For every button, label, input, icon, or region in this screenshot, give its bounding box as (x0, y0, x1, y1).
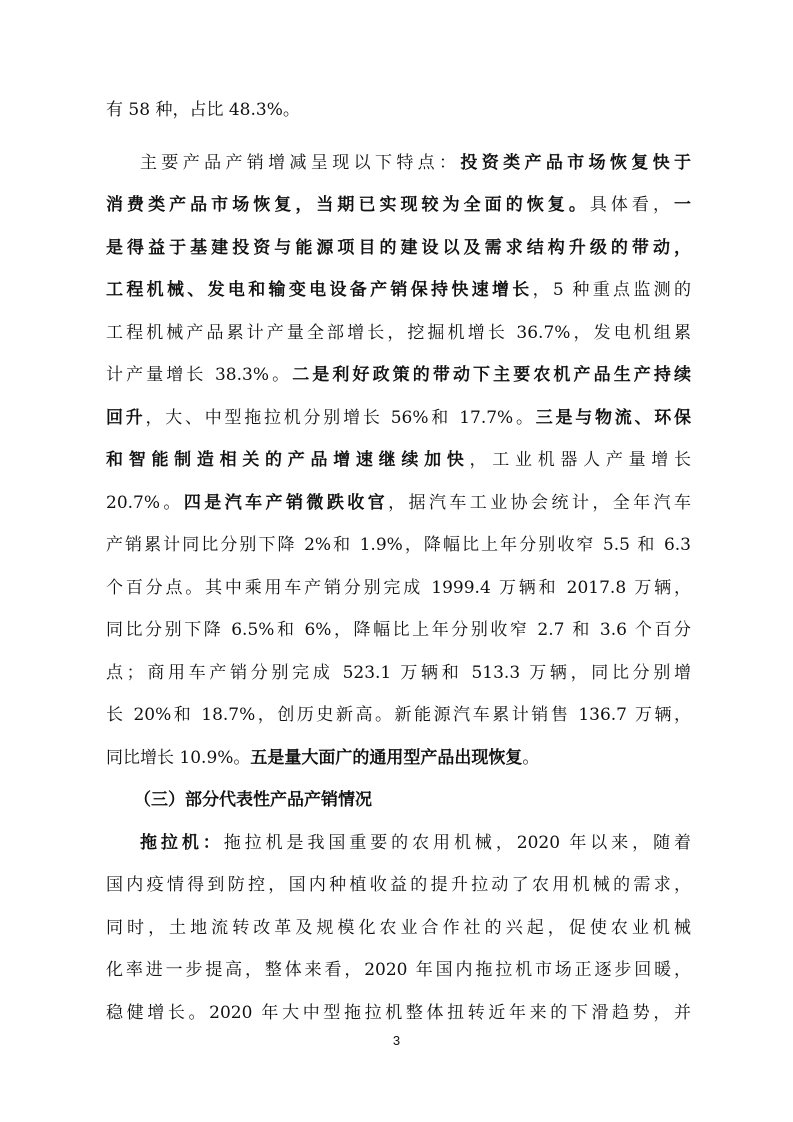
bold-text-segment: 是得益于基建投资与能源项目的建设以及需求结构升级的带动， (106, 238, 691, 258)
text-segment: 国内疫情得到防控，国内种植收益的提升拉动了农用机械的需求， (106, 875, 691, 895)
text-segment: 。 (522, 748, 540, 768)
text-segment: 长 20%和 18.7%，创历史新高。新能源汽车累计销售 136.7 万辆， (106, 705, 691, 725)
line-13 (106, 612, 691, 648)
text-segment: ，工业机器人产量增长 (469, 450, 691, 470)
line-11 (106, 527, 691, 563)
text-segment: 个百分点。其中乘用车产销分别完成 1999.4 万辆和 2017.8 万辆， (106, 578, 691, 598)
line-3 (106, 187, 691, 223)
line-22 (106, 995, 691, 1031)
line-12 (106, 570, 691, 606)
line-5 (106, 272, 691, 308)
text-segment: 稳健增长。2020 年大中型拖拉机整体扭转近年来的下滑趋势，并 (106, 1003, 691, 1023)
bold-text-segment: 工程机械、发电和输变电设备产销保持快速增长 (106, 280, 533, 300)
bold-text-segment: 回升 (106, 408, 146, 428)
line-7 (106, 357, 691, 393)
bold-text-segment: 二是利好政策的带动下主要农机产品生产持续 (292, 365, 691, 385)
line-8 (106, 400, 691, 436)
text-segment: 计产量增长 38.3%。 (106, 365, 293, 385)
text-segment: 同比分别下降 6.5%和 6%，降幅比上年分别收窄 2.7 和 3.6 个百分 (106, 620, 691, 640)
line-9 (106, 442, 691, 478)
line-1 (106, 92, 691, 128)
text-segment: 同时，土地流转改革及规模化农业合作社的兴起，促使农业机械 (106, 918, 691, 938)
line-16 (106, 740, 691, 776)
bold-text-segment: 消费类产品市场恢复，当期已实现较为全面的恢复。 (106, 195, 590, 215)
bold-text-segment: （三）部分代表性产品产销情况 (134, 790, 372, 810)
line-19 (106, 867, 691, 903)
text-segment: 拖拉机是我国重要的农用机械，2020 年以来，随着 (223, 833, 691, 853)
line-10 (106, 485, 691, 521)
bold-text-segment: 三是与物流、环保 (535, 408, 691, 428)
text-segment: 化率进一步提高，整体来看，2020 年国内拖拉机市场正逐步回暖， (106, 960, 691, 980)
bold-text-segment: 五是量大面广的通用型产品出现恢复 (250, 748, 523, 768)
section-heading (134, 782, 691, 818)
text-segment: ，据汽车工业协会统计，全年汽车 (388, 493, 691, 513)
line-20 (106, 910, 691, 946)
line-4 (106, 230, 691, 266)
line-21 (106, 952, 691, 988)
text-segment: ，大、中型拖拉机分别增长 56%和 17.7%。 (145, 408, 536, 428)
bold-text-segment: 和智能制造相关的产品增速继续加快 (106, 450, 470, 470)
text-segment: 有 58 种，占比 48.3%。 (106, 100, 300, 120)
line-6 (106, 315, 691, 351)
text-segment: 具体看， (589, 195, 675, 215)
text-segment: 主要产品产销增减呈现以下特点： (140, 153, 461, 173)
line-14 (106, 655, 691, 691)
bold-text-segment: 四是汽车产销微跌收官 (183, 493, 389, 513)
line-15 (106, 697, 691, 733)
bold-text-segment: 投资类产品市场恢复快于 (460, 153, 691, 173)
text-segment: 点；商用车产销分别完成 523.1 万辆和 513.3 万辆，同比分别增 (106, 663, 691, 683)
text-segment: 产销累计同比分别下降 2%和 1.9%，降幅比上年分别收窄 5.5 和 6.3 (106, 535, 691, 555)
bold-text-segment: 一 (674, 195, 691, 215)
text-segment: ，5 种重点监测的 (532, 280, 691, 300)
text-segment: 同比增长 10.9%。 (106, 748, 251, 768)
line-2 (140, 145, 691, 181)
text-segment: 工程机械产品累计产量全部增长，挖掘机增长 36.7%，发电机组累 (106, 323, 691, 343)
text-segment: 20.7%。 (106, 493, 184, 513)
page-number: 3 (392, 1033, 401, 1048)
bold-text-segment: 拖拉机： (140, 833, 224, 853)
line-18 (140, 825, 691, 861)
